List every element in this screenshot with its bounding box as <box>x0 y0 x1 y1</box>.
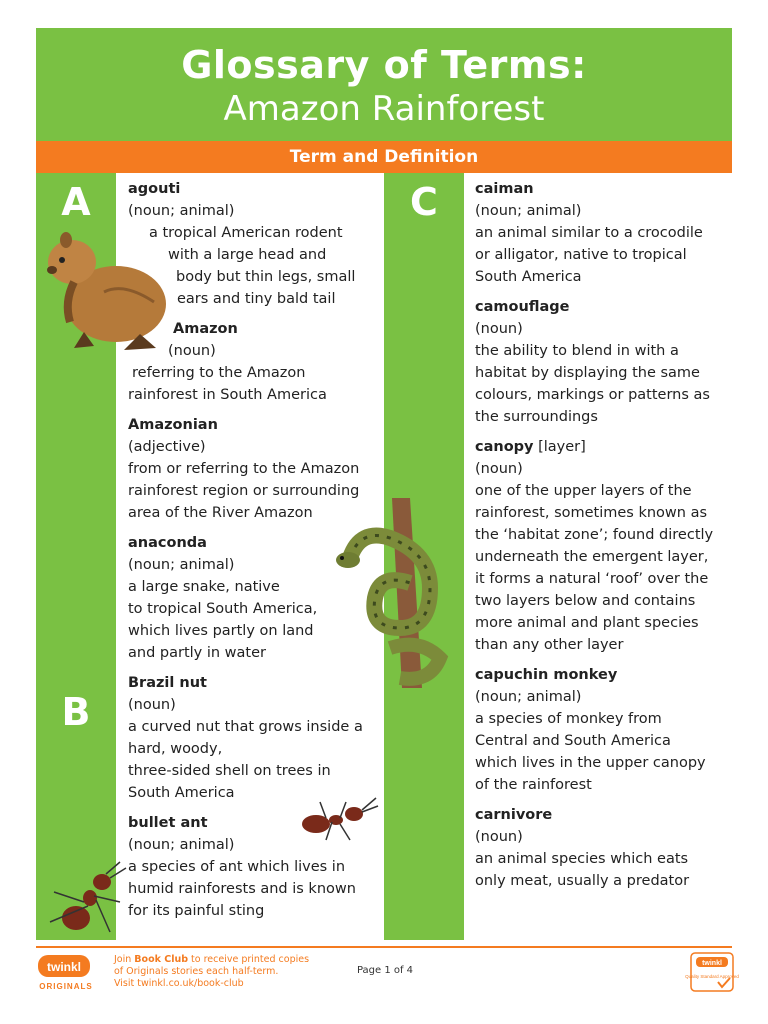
definition-line: rainforest region or surrounding <box>128 483 360 499</box>
book-club-link[interactable]: Book Club <box>134 954 189 965</box>
definition-line: an animal species which eats <box>475 851 689 867</box>
definition-line: which lives partly on land <box>128 623 314 639</box>
definition-line: the surroundings <box>475 409 598 425</box>
definition-line: for its painful sting <box>128 903 265 919</box>
definition-line: a tropical American rodent <box>149 225 343 241</box>
definition-line: than any other layer <box>475 637 624 653</box>
definition-line: a curved nut that grows inside a <box>128 719 363 735</box>
definition-line: area of the River Amazon <box>128 505 313 521</box>
page-title: Glossary of Terms: <box>181 43 587 87</box>
definition-line: which lives in the upper canopy <box>475 755 706 771</box>
term-capuchin-monkey: capuchin monkey <box>475 667 618 683</box>
entry-caiman <box>475 178 730 288</box>
definition-line: (noun) <box>168 343 216 359</box>
term-canopy: canopy <box>475 439 534 455</box>
definition-line: an animal similar to a crocodile <box>475 225 703 241</box>
promo-line3[interactable]: Visit twinkl.co.uk/book-club <box>114 978 244 989</box>
entry-anaconda <box>128 532 378 664</box>
term-camouflage: camouflage <box>475 299 570 315</box>
entry-carnivore <box>475 804 730 892</box>
footer-divider <box>36 946 732 948</box>
definition-line: or alligator, native to tropical <box>475 247 687 263</box>
definition-line: rainforest in South America <box>128 387 327 403</box>
definition-line: with a large head and <box>168 247 327 263</box>
term-brazil-nut: Brazil nut <box>128 675 207 691</box>
term-amazon: Amazon <box>173 321 238 337</box>
definition-line: the ability to blend in with a <box>475 343 679 359</box>
definition-line: the ‘habitat zone’; found directly <box>475 527 714 543</box>
definition-line: it forms a natural ‘roof’ over the <box>475 571 709 587</box>
page-subtitle: Amazon Rainforest <box>223 89 545 129</box>
term-carnivore: carnivore <box>475 807 553 823</box>
logo-subtitle: ORIGINALS <box>39 982 93 991</box>
book-club-promo <box>114 954 309 990</box>
letter-c: C <box>410 180 438 224</box>
entry-bullet-ant <box>128 812 378 922</box>
twinkl-originals-logo <box>36 953 96 993</box>
definition-line: colours, markings or patterns as <box>475 387 710 403</box>
term-anaconda: anaconda <box>128 535 207 551</box>
definition-line: South America <box>475 269 582 285</box>
term-bullet-ant: bullet ant <box>128 815 208 831</box>
definition-line: (noun; animal) <box>475 203 582 219</box>
entry-brazil-nut <box>128 672 378 804</box>
definition-line: a species of ant which lives in <box>128 859 346 875</box>
definition-line: referring to the Amazon <box>132 365 306 381</box>
entry-amazon <box>128 318 378 406</box>
definition-line: body but thin legs, small <box>176 269 356 285</box>
ant-illustration-large <box>40 862 126 938</box>
definition-line: (noun; animal) <box>128 837 235 853</box>
entry-capuchin-monkey <box>475 664 730 796</box>
definition-line: (noun) <box>475 461 523 477</box>
left-column <box>128 178 378 930</box>
term-agouti: agouti <box>128 181 181 197</box>
definition-line: from or referring to the Amazon <box>128 461 360 477</box>
definition-line: (noun; animal) <box>128 557 235 573</box>
logo-wordmark: twinkl <box>46 960 82 974</box>
definition-line: only meat, usually a predator <box>475 873 690 889</box>
definition-line: (noun) <box>128 697 176 713</box>
badge-wordmark: twinkl <box>702 960 722 967</box>
definition-line: more animal and plant species <box>475 615 699 631</box>
term-qualifier: [layer] <box>538 439 586 455</box>
definition-line: habitat by displaying the same <box>475 365 700 381</box>
term-canopy-row <box>475 436 730 458</box>
term-caiman: caiman <box>475 181 534 197</box>
promo-join: Join <box>114 954 135 965</box>
entry-agouti <box>128 178 378 310</box>
definition-line: one of the upper layers of the <box>475 483 692 499</box>
promo-line1: to receive printed copies <box>188 954 310 965</box>
definition-line: rainforest, sometimes known as <box>475 505 708 521</box>
entry-canopy <box>475 436 730 656</box>
definition-line: of the rainforest <box>475 777 592 793</box>
definition-line: hard, woody, <box>128 741 223 757</box>
definition-line: two layers below and contains <box>475 593 696 609</box>
definition-line: (noun) <box>475 829 523 845</box>
definition-line: underneath the emergent layer, <box>475 549 709 565</box>
term-amazonian: Amazonian <box>128 417 218 433</box>
definition-line: three-sided shell on trees in <box>128 763 331 779</box>
right-column <box>475 178 730 900</box>
page-number: Page 1 of 4 <box>356 965 414 976</box>
promo-line2: of Originals stories each half-term. <box>114 966 279 977</box>
definition-line: to tropical South America, <box>128 601 318 617</box>
section-band: Term and Definition <box>36 141 732 173</box>
entry-camouflage <box>475 296 730 428</box>
definition-line: and partly in water <box>128 645 266 661</box>
definition-line: (noun) <box>475 321 523 337</box>
definition-line: (noun; animal) <box>475 689 582 705</box>
definition-line: Central and South America <box>475 733 671 749</box>
badge-text: Quality Standard Approved <box>685 974 739 979</box>
quality-badge-icon <box>685 952 739 992</box>
definition-line: (noun; animal) <box>128 203 235 219</box>
definition-line: humid rainforests and is known <box>128 881 356 897</box>
letter-a: A <box>61 180 91 224</box>
header-banner <box>36 28 732 141</box>
entry-amazonian <box>128 414 378 524</box>
definition-line: (adjective) <box>128 439 206 455</box>
letter-b: B <box>61 690 91 734</box>
definition-line: a species of monkey from <box>475 711 662 727</box>
definition-line: a large snake, native <box>128 579 280 595</box>
definition-line: South America <box>128 785 235 801</box>
definition-line: ears and tiny bald tail <box>177 291 336 307</box>
